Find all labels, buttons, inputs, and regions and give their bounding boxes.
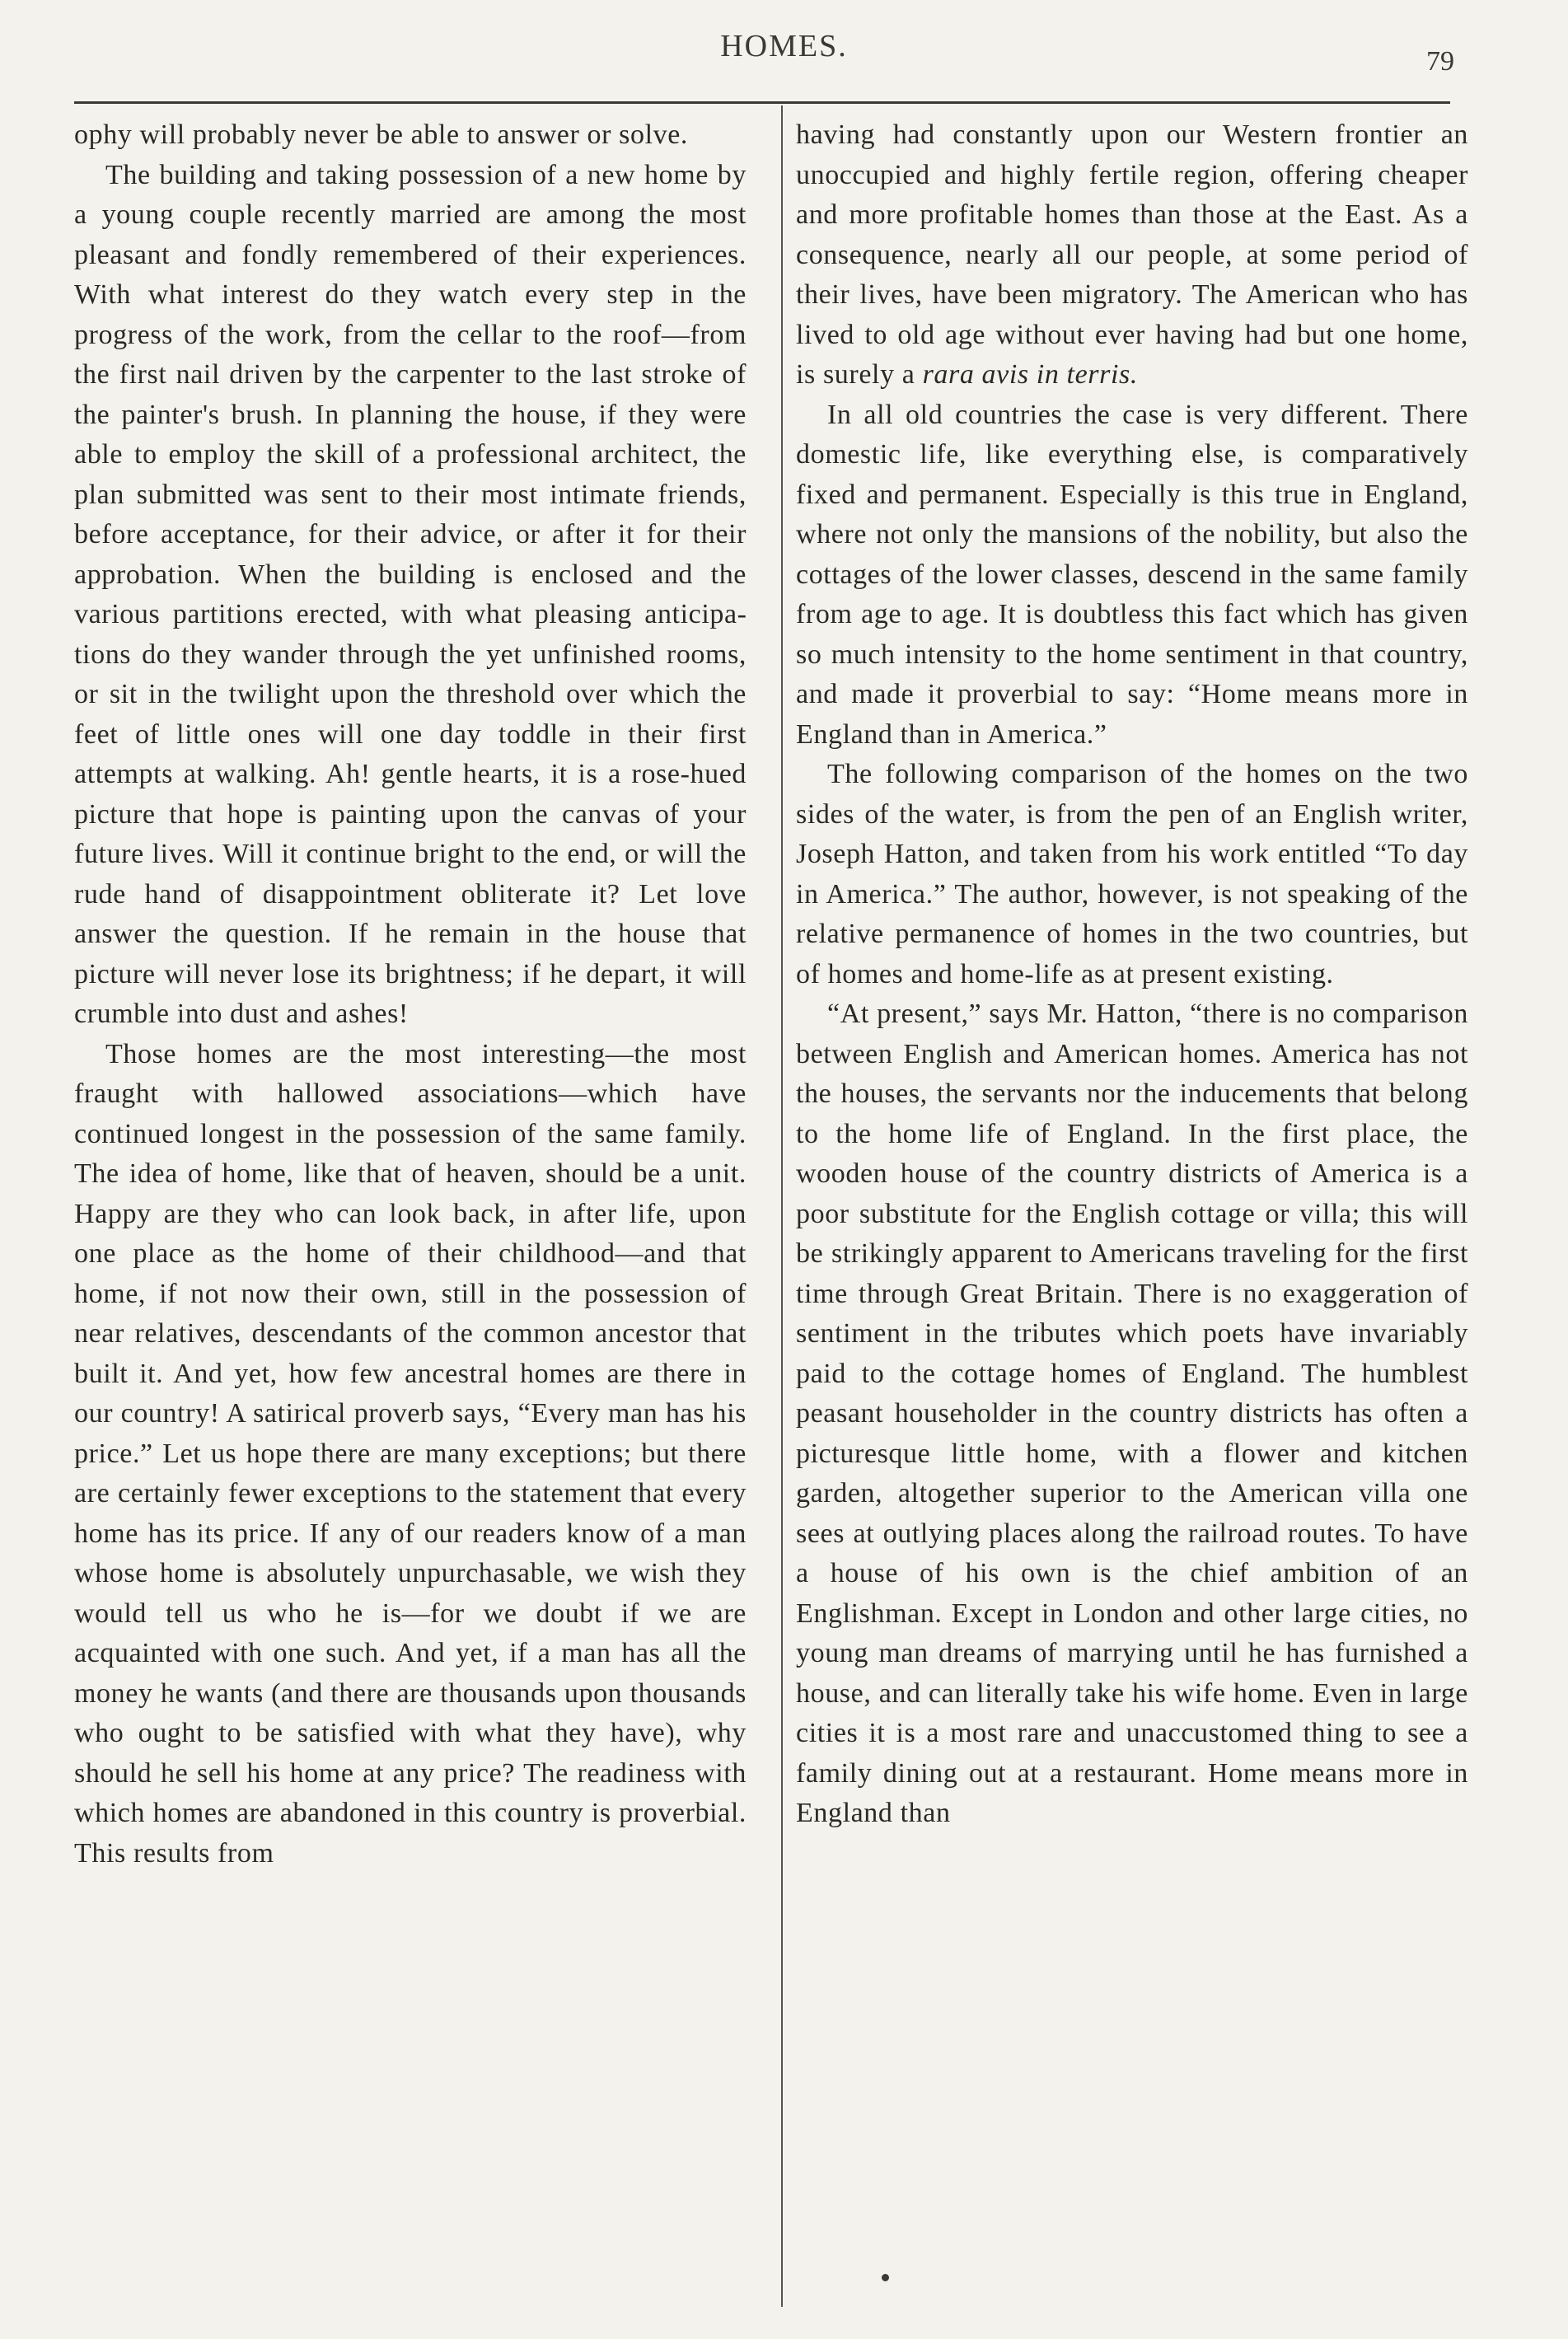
header-rule (74, 101, 1450, 104)
paragraph (796, 115, 1468, 395)
left-column (74, 115, 747, 1874)
column-divider (781, 105, 783, 2307)
paragraph: The following comparison of the homes on the two sides of the water, is from the pen of an English writer, Joseph Hatton, and taken from his work entitled “To day in America.” The author, however, is not speaking of the relative permanence of homes in the two countries, but of homes and home-life as at present existing. (796, 759, 1468, 989)
right-column (796, 115, 1468, 1834)
paragraph: The building and taking possession of a new home by a young couple recently married are among the most pleasant and fondly remembered of their experiences. With what interest do they watch every step in the progress of the work, from the cellar to the roof—from the first nail driven by the carpenter to the last stroke of the painter's brush. In planning the house, if they were able to employ the skill of a professional architect, the plan submitted was sent to their most intimate friends, before acceptance, for their advice, or after it for their approbation. When the building is enclosed and the various partitions erected, with what pleasing anticipations do they wander through the yet unfinished rooms, or sit in the twilight upon the threshold over which the feet of little ones will one day toddle in their first attempts at walking. Ah! gentle hearts, it is a rose-hued picture that hope is painting upon the canvas of your future lives. Will it continue bright to the end, or will the rude hand of disappointment obliterate it? Let love answer the question. If he remain in the house that picture will never lose its brightness; if he depart, it will crumble into dust and ashes! (74, 159, 747, 1029)
paragraph: Those homes are the most interesting—the most fraught with hallowed associations—which have continued longest in the possession of the same family. The idea of home, like that of heaven, should be a unit. Happy are they who can look back, in after life, upon one place as the home of their childhood—and that home, if not now their own, still in the possession of near relatives, descendants of the common ancestor that built it. And yet, how few ancestral homes are there in our country! A satirical proverb says, “Every man has his price.” Let us hope there are many exceptions; but there are certainly fewer exceptions to the statement that every home has its price. If any of our readers know of a man whose home is absolutely unpurchasable, we wish they would tell us who he is—for we doubt if we are acquainted with one such. And yet, if a man has all the money he wants (and there are thousands upon thousands who ought to be satisfied with what they have), why should he sell his home at any price? The readiness with which homes are abandoned in this country is proverbial. This results from (74, 1038, 747, 1869)
running-head-title: HOMES. (720, 29, 848, 63)
paragraph: “At present,” says Mr. Hatton, “there is no comparison between English and American homes. America has not the houses, the servants nor the inducements that belong to the home life of England. In the first place, the wooden house of the country districts of America is a poor substitute for the English cottage or villa; this will be strikingly apparent to Americans traveling for the first time through Great Britain. There is no exaggeration of sentiment in the tributes which poets have invariably paid to the cottage homes of England. The humblest peasant householder in the country districts has often a picturesque little home, with a flower and kitchen garden, altogether superior to the American villa one sees at outlying places along the railroad routes. To have a house of his own is the chief ambition of an Englishman. Except in London and other large cities, no young man dreams of marrying until he has furnished a house, and can literally take his wife home. Even in large cities it is a most rare and unaccustomed thing to see a family dining out at a restaurant. Home means more in England than (796, 999, 1468, 1828)
latin-phrase: rara avis in terris. (922, 359, 1138, 390)
page-number: 79 (1426, 46, 1454, 77)
paragraph-text: having had constantly upon our Western frontier an unoccupied and highly fertile region, offering cheaper and more profitable homes than those at the East. As a consequence, nearly all our people, at some period of their lives, have been migratory. The American who has lived to old age without ever having had but one home, is surely a (796, 119, 1468, 390)
stray-mark (882, 2274, 889, 2281)
paragraph: In all old countries the case is very different. There domestic life, like everything else, is comparatively fixed and permanent. Especially is this true in England, where not only the mansions of the nobility, but also the cottages of the lower classes, descend in the same family from age to age. It is doubtless this fact which has given so much intensity to the home sentiment in that country, and made it proverbial to say: “Home means more in England than in America.” (796, 399, 1468, 750)
paragraph: ophy will probably never be able to answer or solve. (74, 119, 689, 150)
